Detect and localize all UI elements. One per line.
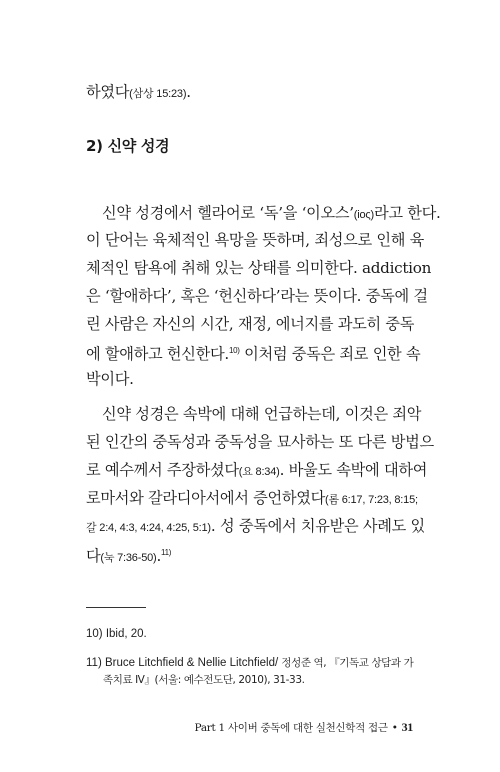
text-line	[86, 82, 191, 104]
footnote-11-continued	[103, 672, 305, 688]
text-line: 체적인 탐욕에 취해 있는 상태를 의미한다. addiction	[86, 259, 432, 277]
text-span: .	[156, 547, 162, 565]
running-footer	[195, 719, 413, 736]
text-line: 된 인간의 중독성과 중독성을 묘사하는 또 다른 방법으	[86, 433, 434, 451]
footnote-marker: 11)	[161, 548, 172, 557]
text-line: 박이다.	[86, 370, 134, 388]
scripture-reference: (눅 7:36-50)	[100, 552, 157, 564]
text-line	[86, 543, 171, 568]
text-span: 이처럼 중독은 죄로 인한 속	[239, 345, 421, 363]
greek-term: (ioς)	[353, 209, 374, 221]
text-line	[86, 341, 420, 364]
footnote-marker: 10)	[228, 346, 240, 355]
footnote-publication: 족치료 Ⅳ』(서울: 예수전도단, 2010), 31-33.	[103, 674, 305, 686]
scripture-reference: (삼상 15:23)	[129, 88, 187, 100]
text-span: 에 할애하고 헌신한다.	[86, 345, 229, 363]
text-span: . 성 중독에서 치유받은 사례도 있	[210, 517, 425, 535]
text-line: 이 단어는 육체적인 욕망을 뜻하며, 죄성으로 인해 육	[86, 231, 425, 249]
scripture-reference: (요 8:34)	[238, 466, 280, 478]
text-span: 로마서와 갈라디아서에서 증언하였다	[86, 489, 325, 507]
text-line	[86, 516, 425, 538]
text-span: . 바울도 속박에 대하여	[279, 461, 428, 479]
text-span: 로 예수께서 주장하셨다	[86, 461, 239, 479]
footnote-10: 10) Ibid, 20.	[86, 628, 147, 640]
text-span: 라고 한다.	[374, 204, 441, 222]
scripture-reference: (롬 6:17, 7:23, 8:15;	[325, 494, 418, 506]
text-line	[86, 488, 418, 510]
footer-part-title: Part 1 사이버 중독에 대한 실천신학적 접근	[194, 722, 388, 734]
section-heading: 2) 신약 성경	[86, 137, 170, 155]
footnote-author: 11) Bruce Litchfield & Nellie Litchfield/	[86, 657, 282, 669]
page-number: 31	[401, 720, 413, 734]
footnote-title: 정성준 역, 『기독교 상담과 가	[281, 657, 414, 669]
text-span: 하였다	[86, 83, 130, 101]
text-line	[86, 460, 427, 482]
text-span: 신약 성경에서 헬라어로 ‘독’을 ‘이오스’	[102, 204, 354, 222]
text-span: .	[186, 83, 191, 101]
text-line: 린 사람은 자신의 시간, 재정, 에너지를 과도히 중독	[86, 315, 415, 333]
text-line: 신약 성경은 속박에 대해 언급하는데, 이것은 죄악	[102, 405, 422, 423]
footnote-11	[86, 655, 413, 671]
footnote-divider	[86, 607, 146, 608]
footer-bullet: •	[391, 722, 398, 734]
text-line: 은 ‘할애하다’, 혹은 ‘헌신하다’라는 뜻이다. 중독에 걸	[86, 287, 428, 305]
text-line	[102, 203, 441, 225]
scripture-reference: 갈 2:4, 4:3, 4:24, 4:25, 5:1)	[86, 522, 211, 534]
text-span: 다	[86, 547, 101, 565]
